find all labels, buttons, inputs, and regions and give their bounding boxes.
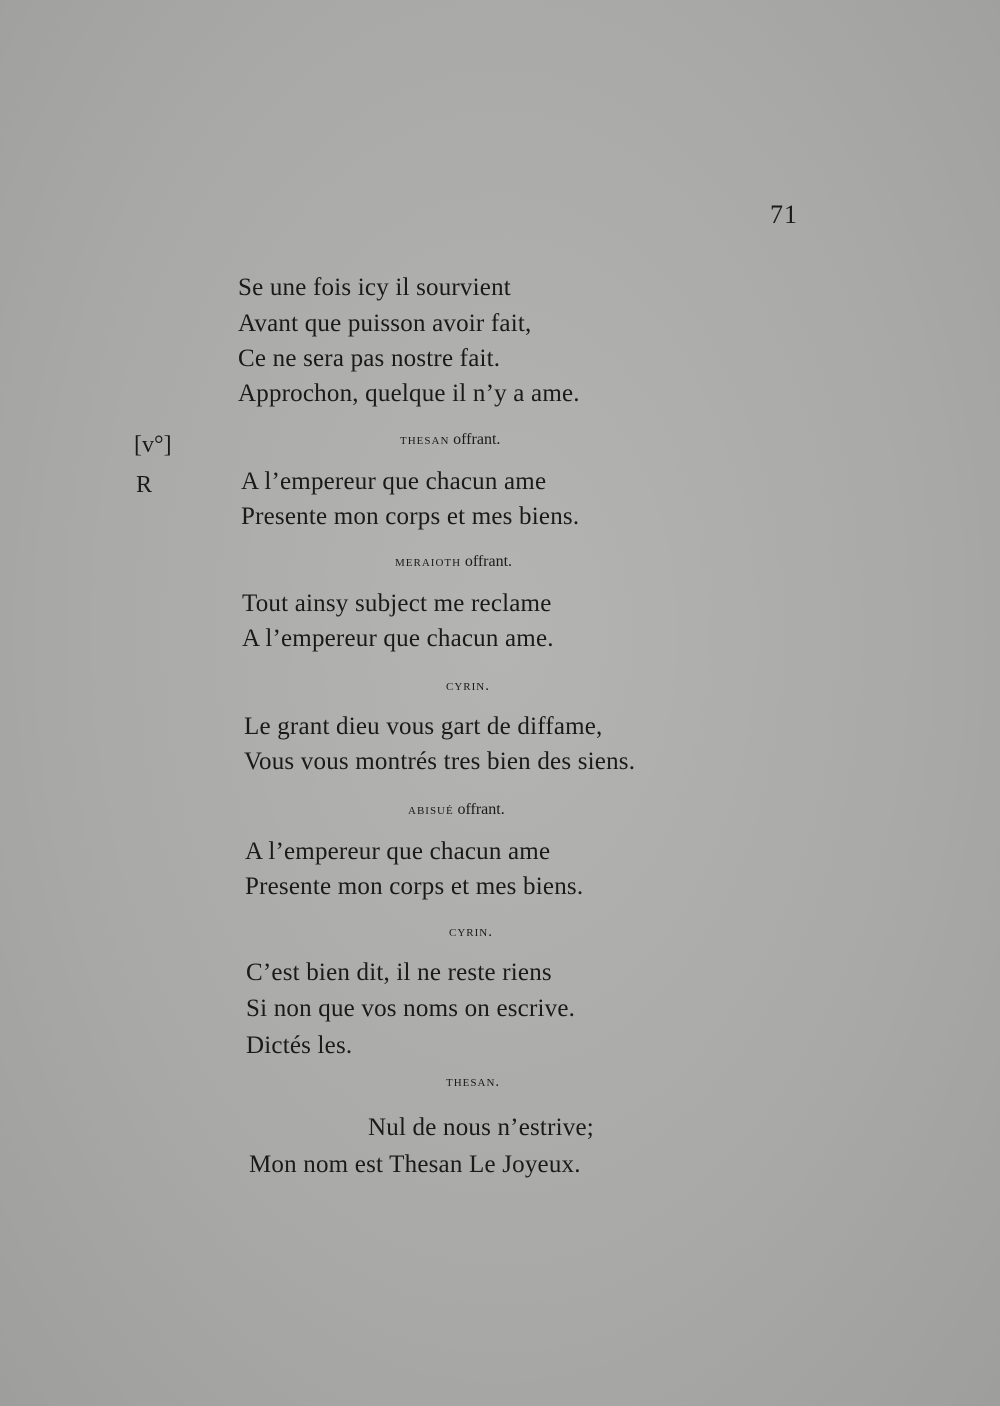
verse-line: A l’empereur que chacun ame bbox=[245, 838, 551, 865]
speaker-heading bbox=[446, 1074, 500, 1091]
verse-line: Se une fois icy il sourvient bbox=[238, 274, 511, 301]
verse-line: Approchon, quelque il n’y a ame. bbox=[238, 380, 580, 407]
verse-line: A l’empereur que chacun ame. bbox=[242, 625, 554, 652]
verse-line: Si non que vos noms on escrive. bbox=[246, 995, 576, 1022]
verse-line: Ce ne sera pas nostre fait. bbox=[238, 345, 501, 372]
verse-line: Le grant dieu vous gart de diffame, bbox=[244, 713, 603, 740]
stage-direction: offrant. bbox=[457, 801, 505, 818]
speaker-name: thesan bbox=[400, 432, 450, 448]
verse-line: Tout ainsy subject me reclame bbox=[242, 590, 552, 617]
speaker-heading bbox=[408, 801, 505, 819]
margin-marker: R bbox=[136, 472, 153, 498]
verse-line: A l’empereur que chacun ame bbox=[241, 468, 547, 495]
speaker-name: cyrin. bbox=[449, 924, 493, 940]
speaker-heading bbox=[446, 678, 490, 695]
verse-line: Dictés les. bbox=[246, 1032, 353, 1059]
margin-folio: [v°] bbox=[134, 432, 172, 458]
verse-line: Vous vous montrés tres bien des siens. bbox=[244, 748, 636, 775]
verse-line: Mon nom est Thesan Le Joyeux. bbox=[249, 1151, 581, 1178]
page-number: 71 bbox=[770, 200, 798, 229]
speaker-heading bbox=[400, 431, 500, 449]
speaker-name: cyrin. bbox=[446, 678, 490, 694]
verse-line: Presente mon corps et mes biens. bbox=[241, 503, 580, 530]
speaker-name: meraioth bbox=[395, 554, 462, 570]
stage-direction: offrant. bbox=[453, 431, 501, 448]
speaker-heading bbox=[449, 924, 493, 941]
verse-line: Nul de nous n’estrive; bbox=[368, 1114, 594, 1141]
verse-line: Presente mon corps et mes biens. bbox=[245, 873, 584, 900]
verse-line: Avant que puisson avoir fait, bbox=[238, 310, 532, 337]
stage-direction: offrant. bbox=[464, 553, 513, 570]
speaker-name: thesan. bbox=[446, 1074, 501, 1090]
verse-line: C’est bien dit, il ne reste riens bbox=[246, 959, 552, 986]
speaker-heading bbox=[395, 553, 512, 571]
speaker-name: abisué bbox=[408, 802, 454, 818]
